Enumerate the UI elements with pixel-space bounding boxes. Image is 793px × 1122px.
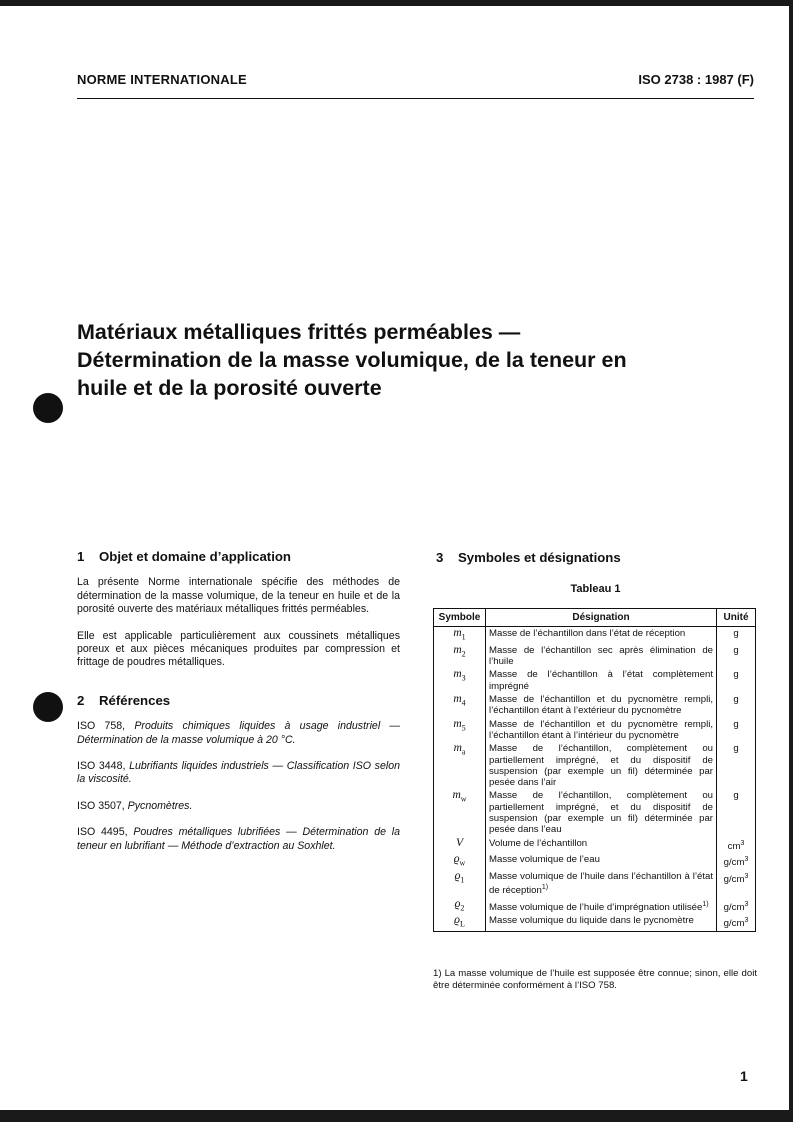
reference-title: Produits chimiques liquides à usage industriel — Détermination de la masse volumique à 20 °C.	[77, 720, 401, 746]
symbol-subscript: 3	[461, 673, 466, 683]
unit-cell	[717, 853, 756, 870]
document-title	[77, 318, 737, 402]
symbol-subscript: 1	[460, 875, 465, 885]
unit-text: g	[733, 644, 739, 656]
unit-text: g/cm	[723, 873, 745, 885]
reference-item	[77, 800, 400, 813]
header-standard-type: NORME INTERNATIONALE	[77, 72, 247, 87]
table-row	[434, 668, 756, 693]
table-row	[434, 644, 756, 669]
designation-cell	[486, 789, 717, 836]
symbol-letter: ϱ	[454, 897, 461, 910]
designation-cell	[486, 898, 717, 915]
section-title: Symboles et désignations	[458, 550, 621, 565]
designation-text: Masse de l’échantillon et du pycnomètre rempli, l’échantillon étant à l’extérieur du pycnomètre	[489, 694, 713, 717]
table-body	[434, 627, 756, 931]
section-number: 1	[77, 549, 85, 564]
unit-cell	[717, 837, 756, 853]
symbol-cell	[434, 644, 486, 669]
unit-text: g/cm	[723, 918, 745, 930]
header-rule	[77, 98, 754, 99]
table-row	[434, 853, 756, 870]
unit-exponent: 3	[744, 856, 749, 864]
title-line-3: huile et de la porosité ouverte	[77, 376, 382, 400]
unit-exponent: 3	[744, 917, 749, 925]
symbol-cell	[434, 837, 486, 853]
running-header	[77, 72, 754, 92]
right-column	[433, 550, 757, 991]
footnote-marker: 1)	[702, 900, 709, 908]
page-edge-top	[0, 0, 793, 6]
symbol-cell	[434, 627, 486, 644]
section-title: Objet et domaine d’application	[99, 549, 291, 564]
table-caption: Tableau 1	[570, 583, 621, 595]
symbol-subscript: 2	[461, 649, 466, 659]
table-row	[434, 789, 756, 836]
symbol-subscript: L	[459, 919, 465, 929]
footnote-marker: 1)	[541, 884, 549, 892]
title-line-2: Détermination de la masse volumique, de la teneur en	[77, 348, 627, 372]
reference-title: Lubrifiants liquides industriels — Classification ISO selon la viscosité.	[77, 760, 401, 786]
page-number: 1	[740, 1068, 748, 1084]
left-column	[77, 550, 400, 853]
symbol-cell	[434, 914, 486, 931]
unit-text: g	[733, 743, 739, 755]
symbol-letter: m	[453, 668, 462, 681]
designation-text: Masse de l’échantillon et du pycnomètre rempli, l’échantillon étant à l’intérieur du pycnomètre	[489, 718, 713, 741]
symbol-cell	[434, 789, 486, 836]
unit-exponent: 3	[744, 900, 749, 908]
unit-cell	[717, 898, 756, 915]
unit-text: g	[733, 718, 739, 730]
table-row	[434, 718, 756, 743]
section-number: 2	[77, 692, 85, 708]
section-number: 3	[436, 550, 444, 565]
header-standard-number: ISO 2738 : 1987 (F)	[638, 72, 754, 87]
table-row	[434, 693, 756, 718]
reference-code: ISO 4495,	[77, 826, 128, 839]
symbol-cell	[434, 742, 486, 789]
table-footnote: 1) La masse volumique de l’huile est supposée être connue; sinon, elle doit être déterminée conformément à l’ISO 758.	[433, 968, 757, 991]
designation-text: Masse de l’échantillon sec après élimination de l’huile	[489, 644, 713, 668]
section-title: Références	[99, 692, 171, 708]
designation-cell	[486, 693, 717, 718]
unit-text: g	[733, 628, 739, 640]
unit-exponent: 3	[744, 872, 749, 880]
symbol-letter: m	[453, 717, 462, 730]
punch-hole-mark	[33, 393, 63, 423]
reference-item	[77, 826, 400, 853]
reference-item	[77, 720, 400, 747]
reference-title: Pycnomètres.	[127, 799, 193, 812]
reference-code: ISO 3448,	[77, 760, 126, 773]
table-row	[434, 898, 756, 915]
unit-text: g/cm	[723, 901, 745, 913]
designation-cell	[486, 742, 717, 789]
designation-text: Masse de l’échantillon dans l’état de réception	[489, 628, 686, 640]
designation-cell	[486, 644, 717, 669]
designation-text: Masse volumique de l’huile d’imprégnation utilisée	[489, 901, 703, 913]
table-row	[434, 870, 756, 898]
unit-cell	[717, 914, 756, 931]
designation-cell	[486, 853, 717, 870]
symbol-subscript: w	[459, 858, 466, 868]
symbols-table	[433, 608, 756, 932]
column-header-unit: Unité	[717, 609, 756, 627]
symbol-cell	[434, 668, 486, 693]
reference-item	[77, 760, 400, 787]
symbol-cell	[434, 870, 486, 898]
unit-cell	[717, 789, 756, 836]
unit-cell	[717, 870, 756, 898]
symbol-letter: ϱ	[454, 914, 460, 927]
designation-cell	[486, 627, 717, 644]
unit-cell	[717, 693, 756, 718]
symbol-subscript: 5	[461, 722, 466, 732]
symbol-subscript: 4	[461, 698, 466, 708]
section-2-heading	[77, 694, 400, 707]
table-row	[434, 914, 756, 931]
symbol-subscript: 2	[460, 902, 465, 912]
symbol-cell	[434, 693, 486, 718]
designation-cell	[486, 914, 717, 931]
reference-title: Poudres métalliques lubrifiées — Détermination de la teneur en lubrifiant — Méthode d’extraction au Soxhlet.	[77, 826, 400, 852]
section-1-paragraph-1: La présente Norme internationale spécifie des méthodes de détermination de la masse volumique, de la teneur en huile et de la porosité ouverte des matériaux métalliques frittés perméables.	[77, 576, 400, 616]
unit-cell	[717, 718, 756, 743]
column-header-designation: Désignation	[486, 609, 717, 627]
symbol-cell	[434, 718, 486, 743]
designation-cell	[486, 668, 717, 693]
symbol-subscript: a	[461, 747, 466, 757]
designation-text: Masse volumique du liquide dans le pycnomètre	[489, 915, 694, 927]
designation-text: Masse de l’échantillon, complètement ou partiellement imprégné, et du dispositif de suspension (par exemple un fil) déterminée par pesée dans l’eau	[489, 790, 713, 836]
section-1-paragraph-2: Elle est applicable particulièrement aux coussinets métalliques poreux et aux pièces mécaniques produites par compression et frittage de poudres métalliques.	[77, 629, 400, 669]
page-edge-right	[789, 0, 793, 1122]
reference-code: ISO 758,	[77, 720, 126, 733]
symbol-letter: m	[453, 627, 462, 640]
punch-hole-mark	[33, 692, 63, 722]
designation-text: Masse volumique de l’eau	[489, 854, 600, 866]
symbol-letter: m	[452, 789, 461, 802]
symbol-cell	[434, 853, 486, 870]
designation-text: Masse de l’échantillon, complètement ou partiellement imprégné, et du dispositif de suspension (par exemple un fil) déterminée par pesée dans l’air	[489, 743, 713, 789]
symbol-subscript: 1	[461, 632, 466, 642]
table-row	[434, 837, 756, 853]
symbol-letter: m	[453, 693, 462, 706]
column-header-symbol: Symbole	[434, 609, 486, 627]
symbol-letter: m	[453, 643, 462, 656]
designation-cell	[486, 870, 717, 898]
table-header-row	[434, 609, 756, 627]
unit-text: g	[733, 790, 739, 802]
symbol-letter: V	[455, 836, 464, 849]
unit-exponent: 3	[740, 839, 745, 847]
table-row	[434, 742, 756, 789]
unit-text: cm	[727, 840, 741, 852]
unit-text: g	[733, 694, 739, 706]
title-line-1: Matériaux métalliques frittés perméables —	[77, 320, 521, 344]
reference-code: ISO 3507,	[77, 799, 125, 812]
unit-text: g/cm	[723, 857, 745, 869]
unit-cell	[717, 644, 756, 669]
designation-text: Volume de l’échantillon	[489, 837, 588, 849]
symbol-cell	[434, 898, 486, 915]
unit-cell	[717, 668, 756, 693]
section-1-heading	[77, 550, 400, 563]
designation-text: Masse de l’échantillon à l’état complètement imprégné	[489, 669, 713, 692]
designation-cell	[486, 837, 717, 853]
unit-cell	[717, 627, 756, 644]
symbol-subscript: w	[460, 794, 467, 804]
section-3-heading	[436, 550, 755, 565]
table-row	[434, 627, 756, 644]
unit-cell	[717, 742, 756, 789]
page-edge-bottom	[0, 1110, 793, 1122]
symbol-letter: ϱ	[454, 869, 461, 882]
designation-cell	[486, 718, 717, 743]
symbol-letter: m	[453, 742, 462, 755]
designation-text: Masse volumique de l’huile dans l’échantillon à l’état de réception	[489, 870, 713, 897]
symbol-letter: ϱ	[453, 853, 460, 866]
unit-text: g	[733, 669, 739, 681]
